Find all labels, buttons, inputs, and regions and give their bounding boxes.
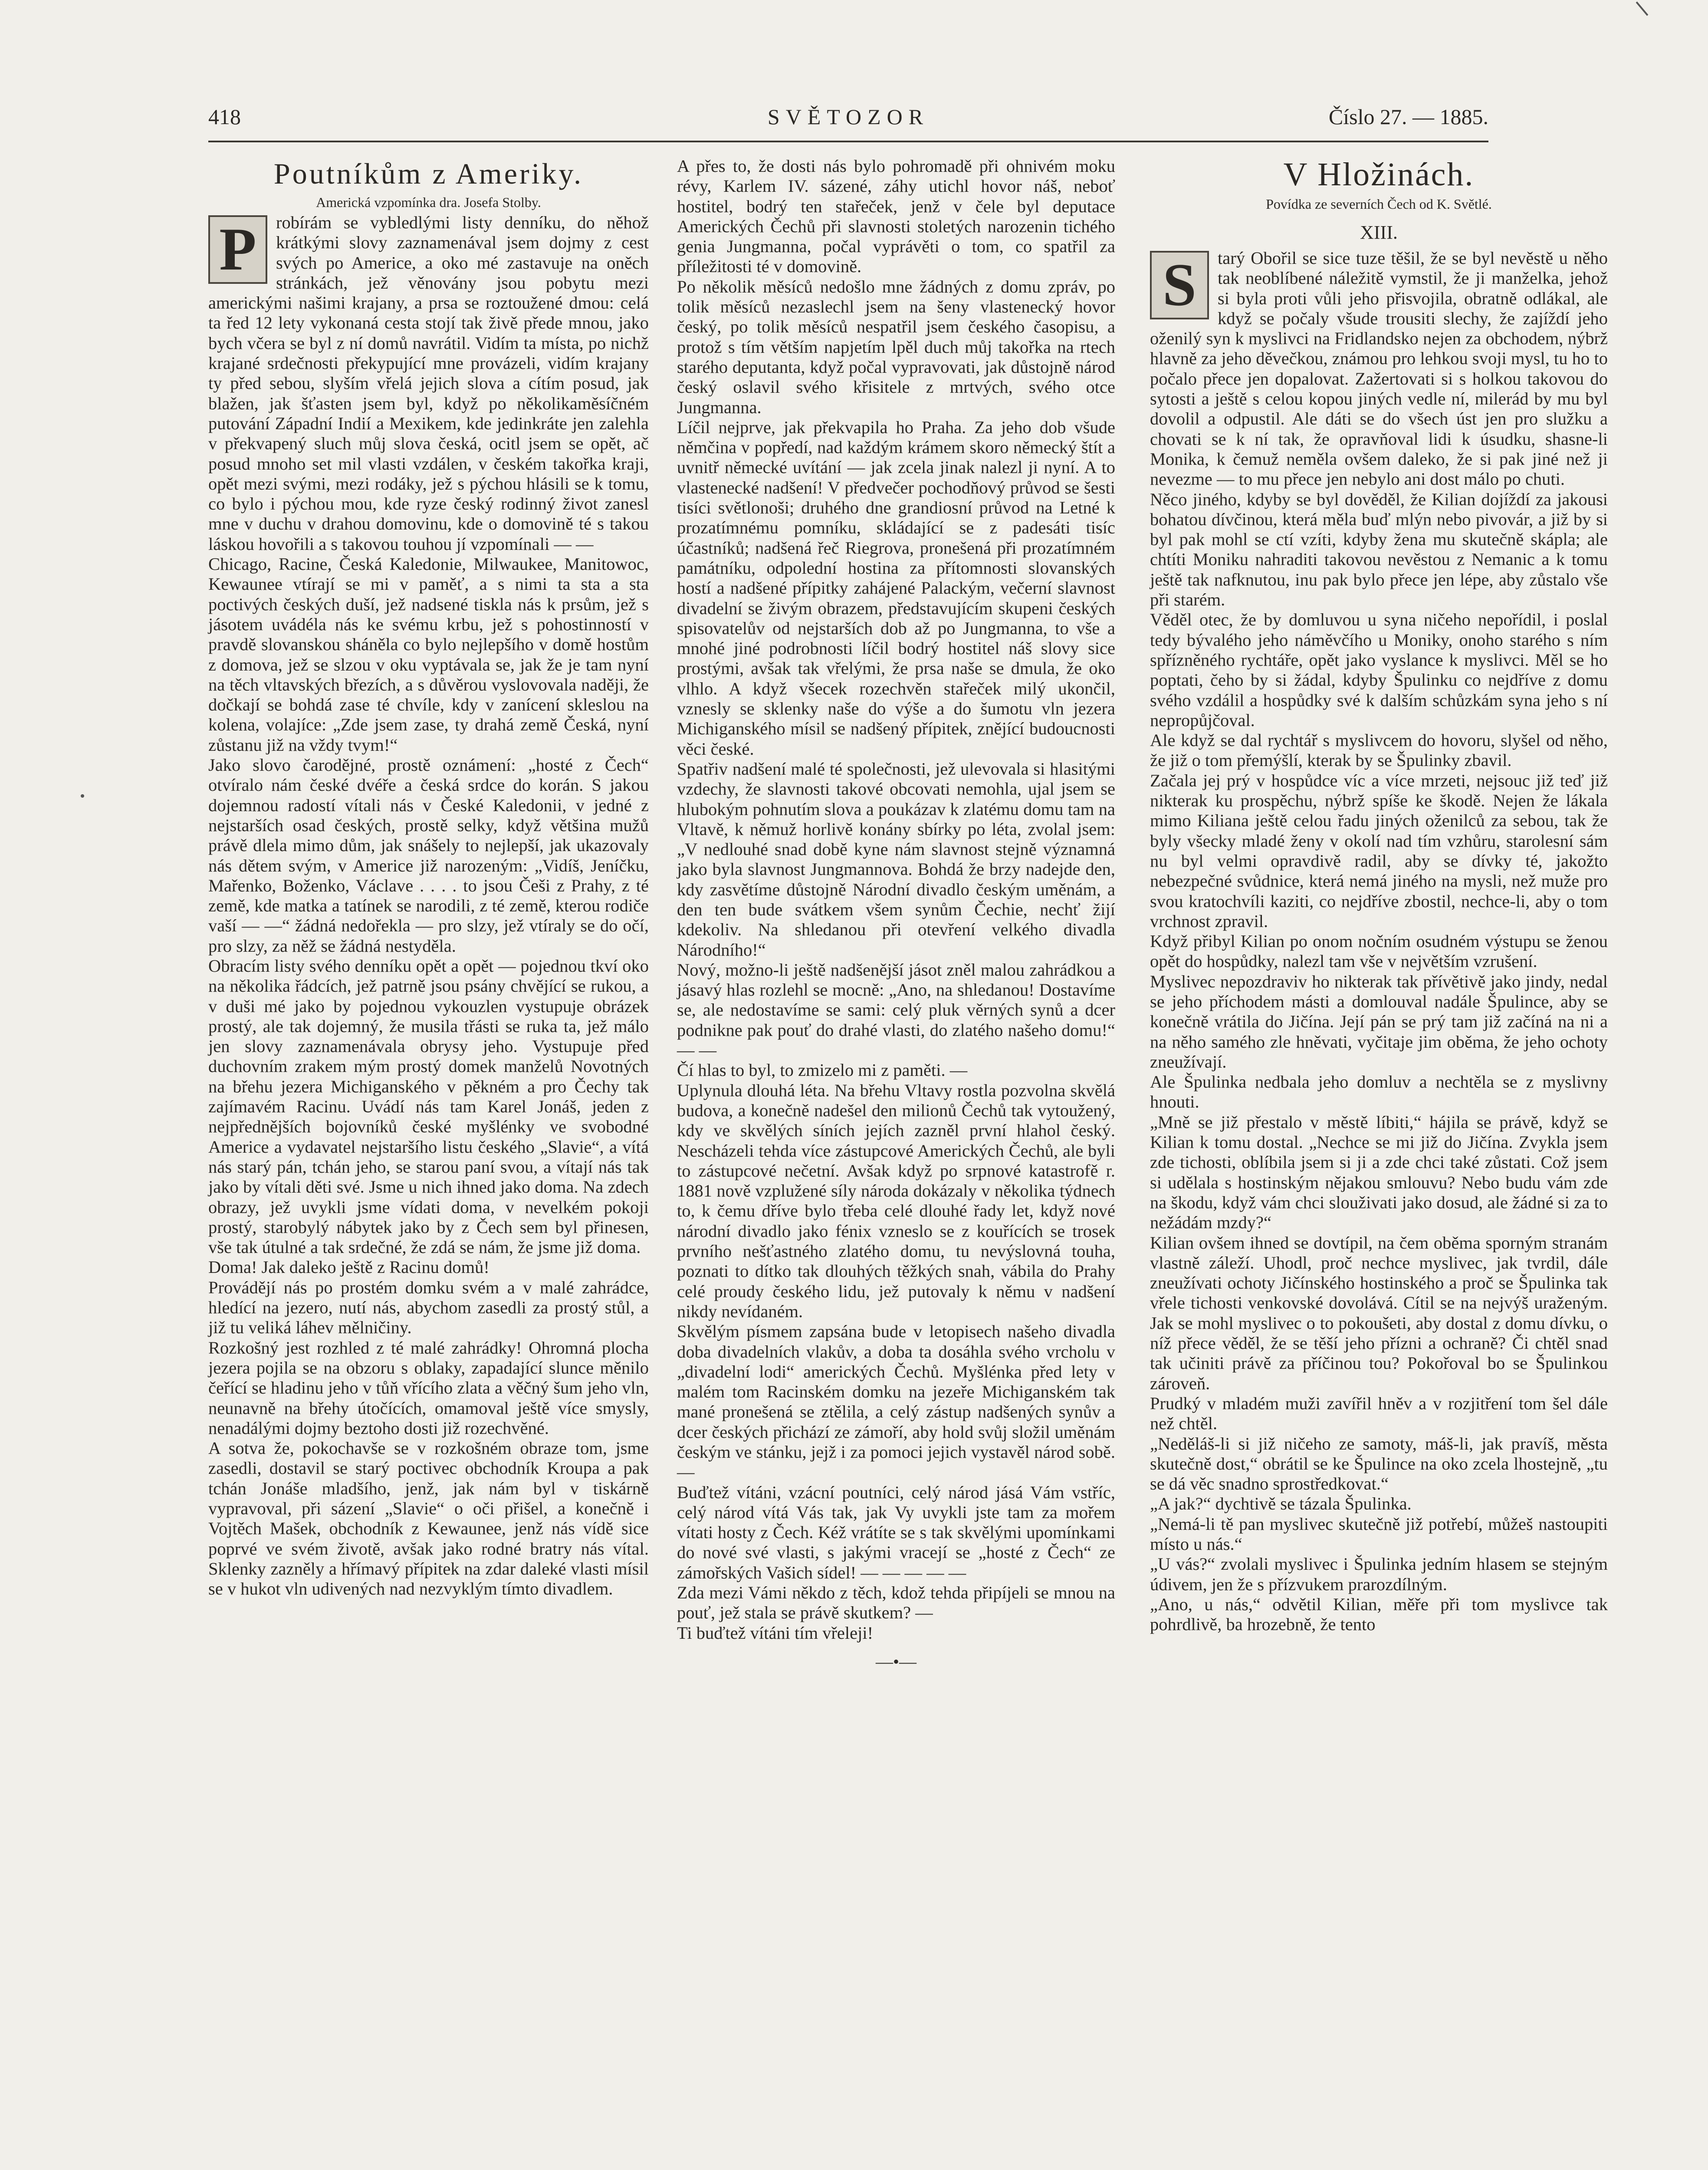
dropcap-initial: P (208, 215, 267, 284)
article-title: Poutníkům z Ameriky. (273, 157, 584, 190)
paragraph: Něco jiného, kdyby se byl dověděl, že Kilian dojíždí za jakousi bohatou dívčinou, která měla buď mlýn nebo pivovár, a již by si byl pak mohl se ctí vzíti, kdyby žena mu skutečně skápla; ale chtíti Moniku nahraditi takovou nevěstou z Nemanic a k tomu ještě tak nafknutou, inu pak bylo přece jen lépe, aby zůstalo vše při starém. (1150, 489, 1608, 610)
paragraph: S tarý Obořil se sice tuze těšil, že se byl nevěstě u něho tak neoblíbené náležitě vymstil, že ji manželka, jehož si byla proti vůli jeho přisvojila, obratně odlákal, ale když se počaly všude trousiti slechy, že zajíždí jeho oženilý syn k myslivci na Fridlandsko nejen za obchodem, nýbrž hlavně za jeho děvečkou, známou pro lehkou svoji mysl, tu ho to počalo přece jen dopalovat. Zažertovati si s holkou takovou do sytosti a ještě s celou kopou jiných vedle ní, milerád by mu byl dovolil a odpustil. Ale dáti se do všech úst jen pro služku a chovati se k ní tak, že opravňoval lidi k úsudku, shasne-li Monika, k čemuž neměla ovšem daleko, že si pak jiné než ji nevezme — to mu přece jen nebylo ani dost málo po chuti. (1150, 248, 1608, 489)
paragraph: „Nemá-li tě pan myslivec skutečně již potřebí, můžeš nastoupiti místo u nás.“ (1150, 1514, 1608, 1554)
paragraph: Čí hlas to byl, to zmizelo mi z paměti. — (677, 1060, 968, 1080)
paragraph: „Mně se již přestalo v městě líbiti,“ hájila se právě, když se Kilian k tomu dostal. „Nechce se mi již do Jičína. Zvykla jsem zde tichosti, oblíbila jsem si ji a zde chci také zůstati. Což jsem si udělala s hostinským nějakou smlouvu? Nebo budu vám zde na škodu, když vám chci slouživati jako dosud, ale žádné si za to nežádám mzdy?“ (1150, 1112, 1608, 1233)
paragraph: „Ano, u nás,“ odvětil Kilian, měře při tom myslivce tak pohrdlivě, ba hrozebně, že tento (1150, 1594, 1608, 1634)
paragraph: Doma! Jak daleko ještě z Racinu domů! (208, 1257, 489, 1277)
paragraph: Po několik měsíců nedošlo mne žádných z domu zpráv, po tolik měsíců nezaslechl jsem na šeny vlastenecký hovor český, po tolik měsíců nespatřil jsem českého časopisu, a protož s tím větším napjetím lpěl duch můj takořka na rtech starého deputanta, když počal vypravovati, jak důstojně národ český oslavil svého křisitele z mrtvých, svého otce Jungmanna. (677, 276, 1115, 417)
paragraph: Skvělým písmem zapsána bude v letopisech našeho divadla doba divadelních vlakův, a doba ta dosáhla svého vrcholu v „divadelní lodi“ amerických Čechů. Myšlénka před lety v malém tom Racinském domku na jezeře Michiganském tak mané pronešená se ztělila, a celý zástup nadšených synův a dcer českých přichází ze zámoří, aby hold svůj složil uměnám českým ve stánku, jejž i za pomoci jejich vystavěl národ sobě. — (677, 1322, 1115, 1482)
paragraph: Chicago, Racine, Česká Kaledonie, Milwaukee, Manitowoc, Kewaunee vtírají se mi v paměť, a s nimi ta sta a sta poctivých českých duší, jež nadsené tiskla nás k prsům, jež s jásotem uvádéla nás ke svému krbu, jež s pohostinností v pravdě slovanskou sháněla co bylo nejlepšího v domě hostům z domova, jež se slzou v oku vyptávala se, jak že je tam nyní na těch vltavských březích, a s důvěrou vyslovovala naději, že dočkají se bohdá zase té chvíle, kdy v zanícení skleslou na kolena, volajíce: „Zde jsem zase, ty drahá země Česká, nyní zůstanu již na vždy tvym!“ (208, 554, 649, 755)
page-number: 418 (208, 105, 241, 129)
paragraph: Buďtež vítáni, vzácní poutníci, celý národ jásá Vám vstříc, celý národ vítá Vás tak, jak Vy uvykli jste tam za mořem vítati hosty z Čech. Kéž vrátíte se s tak skvělými upomínkami do nové své vlasti, s jakými vracejí se „hosté z Čech“ ze zámořských Vašich sídel! — — — — — (677, 1482, 1115, 1582)
paragraph: Líčil nejprve, jak překvapila ho Praha. Za jeho dob všude němčina v popředí, nad každým krámem skoro německý štít a uvnitř německé uvítání — jak zcela jinak nalezl ji nyní. A to vlastenecké nadšení! V předvečer pochodňový průvod se šesti tisíci světlonoši; druhého dne grandiosní průvod na Letné k prozatímnému pomníku, skládající se z padesáti tisíc účastníků; nadšená řeč Riegrova, pronešená při prozatímném památníku, odpolední hostina za přítomnosti slovanských hostí a nadšené přípitky zahájené Palackým, večerní slavnost divadelní se živým obrazem, představujícím skupeni českých spisovatelův od nejstarších dob až po Jungmanna, to vše a mnohé jiné podrobnosti líčil bodrý hostitel náš slovy sice prostými, avšak tak vřelými, že prsa naše se dmula, že oko vlhlo. A když všecek rozechvěn stařeček milý ukončil, vznesly se sklenky naše do výše a do šumotu vln jezera Michiganského mísil se nadšený přípitek, znějící budoucnosti věci české. (677, 417, 1115, 759)
paragraph: Jako slovo čarodějné, prostě oznámení: „hosté z Čech“ otvíralo nám české dvéře a česká srdce do korán. S jakou dojemnou radostí vítali nás v České Kaledonii, v jedné z nejstarších osad českých, prostě selky, když většina mužů právě dlela mimo dům, jak snášely to nejlepší, jak ukazovaly nás dětem svým, v Americe již narozeným: „Vidíš, Jeníčku, Mařenko, Boženko, Václave . . . . to jsou Češi z Prahy, z té země, kde matka a tatínek se narodili, z té země, kterou rodiče vaší — —“ žádná nedořekla — pro slzy, jež vtíraly se do očí, pro slzy, za něž se žádná nestyděla. (208, 755, 649, 956)
paragraph: P robírám se vybledlými listy denníku, do něhož krátkými slovy zaznamenával jsem dojmy z cest svých po Americe, a oko mé zastavuje na oněch stránkách, jež věnovány jsou pobytu mezi americkými našimi krajany, a prsa se roztoužené dmou: celá ta řed 12 lety vykonaná cesta stojí tak živě přede mnou, jako bych včera se byl z ní domů navrátil. Vidím ta místa, po nichž krajané srdečnosti překypující mne provázeli, vidím krajany ty před sebou, slyším vřelá jejich slova a cítím posud, jak blažen, jak šťasten jsem byl, když po několikaměsíčném putování Západní Indií a Mexikem, kde jedinkráte jen zalehla v překvapený sluch můj slova česká, ocitl jsem se opět, ač posud mnoho set mil vlasti vzdálen, v českém takořka kraji, opět mezi svými, mezi rodáky, jež s pýchou hlásili se k tomu, co bylo i pýchou mou, kde ryze český rodinný život zanesl mne v duchu v drahou domovinu, kde o domovině té s takou láskou hovořili a s takovou touhou jí vzpomínali — — (208, 213, 649, 554)
story-title: V Hložinách. (1283, 156, 1475, 193)
paragraph: „A jak?“ dychtivě se tázala Špulinka. (1150, 1494, 1412, 1514)
header-rule (208, 141, 1488, 142)
story-byline: Povídka ze severních Čech od K. Světlé. (1266, 196, 1492, 212)
paragraph: Kilian ovšem ihned se dovtípil, na čem oběma sporným stranám vlastně záleží. Uhodl, proč nechce myslivec, jak tvrdil, dále zneužívati ochoty Jičínského hostinského a proč se Špulinka tak vřele tichosti venkovské dovolává. Cítil se na nejvýš uraženým. Jak se mohl myslivec o to pokoušeti, aby dostal z domu dívku, o níž přece věděl, že se těší jeho přízni a ochraně? Či chtěl snad tak učiniti právě za příčinou tou? Pokořoval bo se Špulinkou zároveň. (1150, 1233, 1608, 1393)
article-byline: Americká vzpomínka dra. Josefa Stolby. (316, 194, 541, 210)
paragraph: Ale když se dal rychtář s myslivcem do hovoru, slyšel od něho, že již o tom přemýšlí, kterak by se Špulinky zbavil. (1150, 730, 1608, 770)
issue-number: Číslo 27. — 1885. (1328, 105, 1488, 129)
chapter-number: XIII. (1360, 222, 1398, 243)
paragraph: Nový, možno-li ještě nadšenější jásot zněl malou zahrádkou a jásavý hlas rozlehl se mocně: „Ano, na shledanou! Dostavíme se, ale nedostavíme se sami: celý pluk věrných synů a dcer podnikne pak pouť do drahé vlasti, do zlatého našeho domu!“ — — (677, 960, 1115, 1060)
column-1 (208, 156, 649, 1599)
paragraph: Ale Špulinka nedbala jeho domluv a nechtěla se z myslivny hnouti. (1150, 1072, 1608, 1112)
margin-dot (81, 794, 84, 798)
paragraph: Ti buďtež vítáni tím vřeleji! (677, 1623, 874, 1643)
end-ornament: —•— (875, 1651, 916, 1671)
paragraph: Myslivec nepozdraviv ho nikterak tak přívětivě jako jindy, nedal se jeho příchodem másti a domlouval nadále Špulince, aby se konečně vrátila do Jičína. Její pán se prý tam již začíná na ni a na něho samého zle hněvati, vyčitaje jim oběma, že jeho ochoty zneužívají. (1150, 971, 1608, 1072)
paragraph: A sotva že, pokochavše se v rozkošném obraze tom, jsme zasedli, dostavil se starý poctivec obchodník Kroupa a pak tchán Jonáše mladšího, jenž, jak nám byl v tiskárně vypravoval, při sázení „Slavie“ o oči přišel, a konečně i Vojtěch Mašek, obchodník z Kewaunee, jenž nás vídě sice poprvé ve svém životě, avšak jako rodné bratry nás vítal. Sklenky zazněly a hřímavý přípitek na zdar daleké vlasti mísil se v hukot vln udivených nad nezvyklým tímto divadlem. (208, 1438, 649, 1599)
corner-mark (1636, 1, 1649, 16)
paragraph: Obracím listy svého denníku opět a opět — pojednou tkví oko na několika řádcích, jež patrně jsou psány chvějící se rukou, a v duši mé jako by pojednou vykouzlen vystupuje obrázek prostý, ale tak dojemný, že musila třásti se ruka ta, jež málo jen slovy zaznamenávala obrysy jeho. Vystupuje před duchovním zrakem mým prostý domek manželů Novotných na břehu jezera Michiganského v pěkném a pro Čechy tak zajímavém Racinu. Uvádí nás tam Karel Jonáš, jeden z nejpřednějších bojovníků české myšlénky ve svobodné Americe a vydavatel nejstaršího listu českého „Slavie“, a vítá nás starý pán, tchán jeho, se starou paní svou, a vítají nás tak jako by vítali děti své. Jsme u nich ihned jako doma. Na zdech obrazy, jež uvykli jsme vídati doma, v nevelkém pokoji prostý, starobylý nábytek jako by z Čech sem byl přinesen, vše tak útulné a tak srdečné, že zdá se nám, že jsme již doma. (208, 956, 649, 1257)
column-3 (1150, 156, 1608, 1634)
column-2 (677, 156, 1115, 1672)
paragraph: „U vás?“ zvolali myslivec i Špulinka jedním hlasem se stejným údivem, jen že s přízvukem prarozdílným. (1150, 1554, 1608, 1594)
paragraph: „Neděláš-li si již ničeho ze samoty, máš-li, jak pravíš, města skutečně dost,“ obrátil se ke Špulince na oko zcela lhostejně, „tu se dá věc snadno sprostředkovat.“ (1150, 1434, 1608, 1494)
paragraph: Provádějí nás po prostém domku svém a v malé zahrádce, hledící na jezero, nutí nás, abychom zasedli za prostý stůl, a již tu veliká láhev mělničiny. (208, 1277, 649, 1338)
paragraph: Věděl otec, že by domluvou u syna ničeho nepořídil, i poslal tedy bývalého jeho náměvčího u Moniky, onoho starého s ním spřízněného rychtáře, opět jako vyslance k myslivci. Měl se ho poptati, čeho by si žádal, kdyby Špulinku co nejdříve z domu svého vzdálil a hospůdky své k dalším schůzkám syna jeho s ní nepropůjčoval. (1150, 610, 1608, 730)
paragraph: Prudký v mladém muži zavířil hněv a v rozjitření tom šel dále než chtěl. (1150, 1393, 1608, 1434)
paragraph: Začala jej prý v hospůdce víc a více mrzeti, nejsouc již teď již nikterak ku prospěchu, nýbrž spíše ke škodě. Nejen že lákala mimo Kiliana ještě celou řadu jiných oženilců za sebou, tak že byly všecky mladé ženy v okolí nad tím vzhůru, starolesní sám nu byl velmi opravdivě radil, aby se dívky té, jakožto nebezpečné svůdnice, která nemá jiného na mysli, než muže pro svou kratochvíli kaziti, co nejdříve zbostil, nechce-li, aby o tom vrchnost zpravil. (1150, 770, 1608, 931)
magazine-title: SVĚTOZOR (767, 105, 930, 129)
paragraph: Rozkošný jest rozhled z té malé zahrádky! Ohromná plocha jezera pojila se na obzoru s oblaky, zapadající slunce měnilo čeřící se hladinu jeho v tůň vřícího zlata a věčný šum jeho vln, neunavně na břehy útočících, omamoval ještě více smysly, nenadálými dojmy beztoho dosti již rozechvěné. (208, 1338, 649, 1438)
paragraph: Zda mezi Vámi někdo z těch, kdož tehda připíjeli se mnou na pouť, jež stala se právě skutkem? — (677, 1583, 1115, 1623)
dropcap-initial: S (1150, 251, 1209, 319)
paragraph: Uplynula dlouhá léta. Na břehu Vltavy rostla pozvolna skvělá budova, a konečně nadešel den milionů Čechů tak vytoužený, kdy ve skvělých síních jejích zazněl první hlahol český. Nescházeli tehda více zástupcové Amerických Čechů, ale byli to zástupcové nečetní. Avšak když po srpnové katastrofě r. 1881 nově vzplužené síly národa dokázaly v několika týdnech to, k čemu dříve bylo třeba celé dlouhé řady let, když nové národní divadlo jako fénix vzneslo se z kouřících se trosek prvního nešťastného zlatého domu, tu nevýslovná touha, poznati to dítko tak dlouhých těžkých snah, vábila do Prahy celé proudy českého lidu, jež putovaly k němu v nadšení nikdy nevídaném. (677, 1080, 1115, 1321)
paragraph: Když přibyl Kilian po onom nočním osudném výstupu se ženou opět do hospůdky, nalezl tam vše v největším vzrušení. (1150, 931, 1608, 971)
paragraph: A přes to, že dosti nás bylo pohromadě při ohnivém moku révy, Karlem IV. sázené, záhy utichl hovor náš, neboť hostitel, bodrý ten stařeček, jenž v čele byl deputace Amerických Čechů při slavnosti stoletých narozenin tichého genia Jungmanna, počal vyprávěti o tom, co spatřil za příležitosti té v domovině. (677, 156, 1115, 276)
page-header (208, 104, 1488, 143)
paragraph: Spatřiv nadšení malé té společnosti, jež ulevovala si hlasitými vzdechy, že slavnosti takové obcovati nemohla, ujal jsem se hlubokým pohnutím slova a poukázav k zlatému domu tam na Vltavě, k němuž horlivě konány sbírky po léta, zvolal jsem: „V nedlouhé snad době kyne nám slavnost stejně významná jako byla slavnost Jungmannova. Bohdá že brzy nadejde den, kdy zasvětíme důstojně Národní divadlo českým uměnám, a den ten bude svátkem všem synům Čechie, nechť žijí kdekoliv. Na shledanou při otevření velkého divadla Národního!“ (677, 759, 1115, 960)
